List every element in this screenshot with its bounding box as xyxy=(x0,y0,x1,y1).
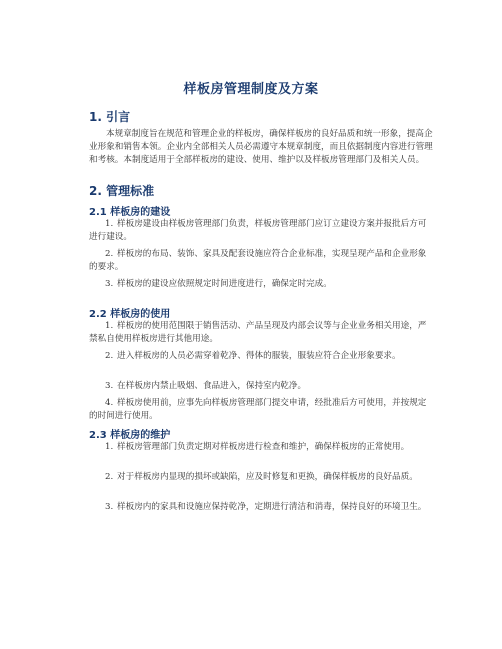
list-item: 3. 样板房内的家具和设施应保持乾净，定期进行清洁和消毒，保持良好的环境卫生。 xyxy=(105,502,427,512)
list-item: 4. 样板房使用前，应事先向样板房管理部门提交申请，经批准后方可使用，并按规定的时间进行使用。 xyxy=(89,398,427,421)
list-item: 1. 样板房管理部门负责定期对样板房进行检查和维护，确保样板房的正常使用。 xyxy=(105,442,410,452)
list-item: 1. 样板房建设由样板房管理部门负责，样板房管理部门应订立建设方案并报批后方可进行建设。 xyxy=(89,219,427,242)
subsection-heading-usage: 2.2 样板房的使用 xyxy=(89,309,171,320)
section-heading-intro: 1. 引言 xyxy=(89,110,131,124)
list-item: 2. 对于样板房内显现的损坏或缺陷，应及时修复和更换，确保样板房的良好品质。 xyxy=(105,472,418,482)
subsection-heading-construction: 2.1 样板房的建设 xyxy=(89,207,171,218)
document-title: 样板房管理制度及方案 xyxy=(183,82,319,97)
list-item: 3. 样板房的建设应依照规定时间进度进行，确保定时完成。 xyxy=(105,279,332,289)
intro-paragraph: 本规章制度旨在规范和管理企业的样板房，确保样板房的良好品质和统一形象，提高企业形象和销售本领。企业内全部相关人员必需遵守本规章制度，而且依据制度内容进行管理和考核。本制度适用于全部样板房的建设、使用、维护以及样板房管理部门及相关人员。 xyxy=(89,129,433,165)
list-item: 3. 在样板房内禁止吸烟、食品进入，保持室内乾净。 xyxy=(105,381,307,391)
list-item: 1. 样板房的使用范围限于销售活动、产品呈现及内部会议等与企业业务相关用途，严禁私自使用样板房进行其他用途。 xyxy=(89,321,427,344)
section-heading-standards: 2. 管理标准 xyxy=(89,184,155,198)
subsection-heading-maintenance: 2.3 样板房的维护 xyxy=(89,430,171,441)
list-item: 2. 进入样板房的人员必需穿着乾净、得体的服装，服装应符合企业形象要求。 xyxy=(105,351,401,361)
list-item: 2. 样板房的布局、装饰、家具及配套设施应符合企业标准，实现呈现产品和企业形象的要求。 xyxy=(89,249,427,272)
